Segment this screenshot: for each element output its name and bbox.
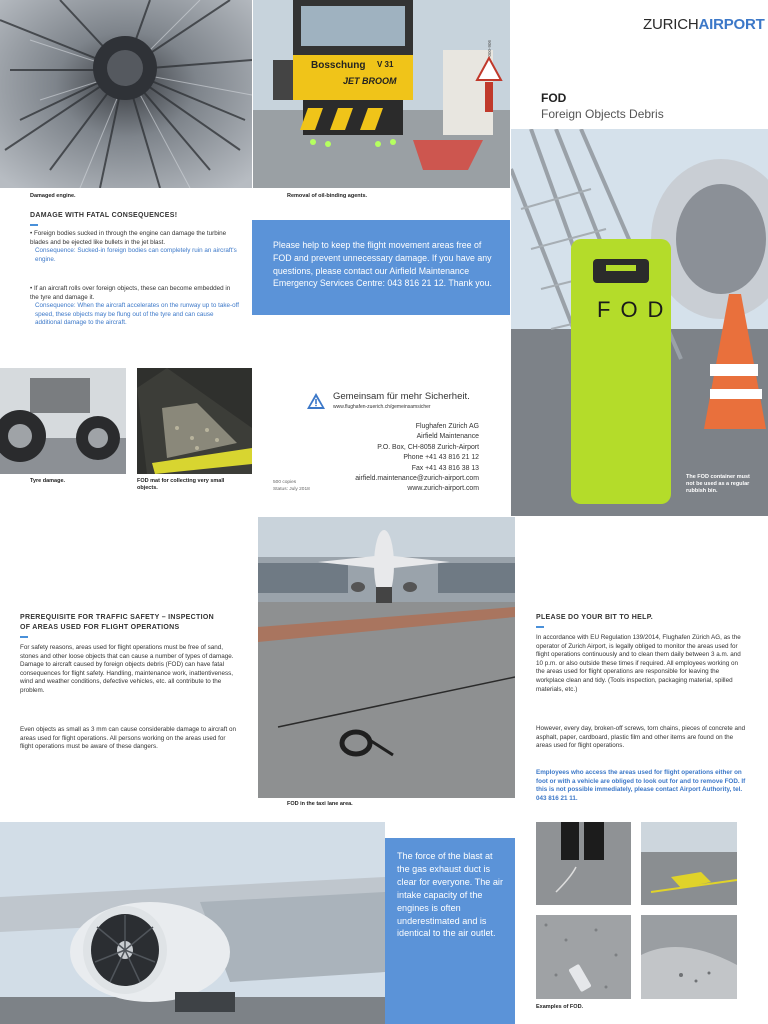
fod-example-2 bbox=[641, 822, 737, 905]
tyre-damage-photo bbox=[0, 368, 126, 474]
warning-triangle-icon bbox=[306, 392, 326, 415]
taxi-lane-caption: FOD in the taxi lane area. bbox=[287, 801, 353, 807]
print-info bbox=[273, 480, 310, 493]
safety-url[interactable]: www.flughafen-zuerich.ch/gemeinsamsicher bbox=[333, 404, 431, 410]
fod-mat-caption: FOD mat for collecting very small objects. bbox=[137, 478, 225, 491]
taxi-lane-photo bbox=[258, 517, 515, 798]
prereq-paragraph-2: Even objects as small as 3 mm can cause considerable damage to aircraft on areas used for flight operations. All persons working on the areas used for flight operations must be aware of these dangers. bbox=[20, 726, 236, 751]
fod-container-caption: The FOD container must not be used as a regular rubbish bin. bbox=[686, 474, 750, 494]
damage-bullet-2-consequence: Consequence: When the aircraft accelerates on the runway up to take-off speed, these objects may be flung out of the tyre and can cause additional damage to the aircraft. bbox=[35, 302, 239, 327]
damaged-engine-caption: Damaged engine. bbox=[30, 193, 76, 199]
help-info-box bbox=[252, 220, 510, 315]
logo-part-zurich: ZURICH bbox=[643, 16, 699, 33]
do-your-bit-paragraph-1: In accordance with EU Regulation 139/2014, Flughafen Zürich AG, as the operator of Zurich Airport, is legally obliged to monitor the areas used for flight operations continuously and to clean them daily between 3 a.m. and 10 p.m. or also outside these times if required. All employees working on the areas used for flight operations are responsible for leaving the workplace clean and tidy. (Tools inspection, packaging material, spilled materials, etc.) bbox=[536, 634, 741, 693]
truck-sub-text: JET BROOM bbox=[343, 76, 397, 86]
do-your-bit-paragraph-3: Employees who access the areas used for flight operations either on foot or with a vehicle are obliged to look out for and to remove FOD. If this is not possible immediately, please contact Airport Authority, tel. 043 816 21 11. bbox=[536, 769, 746, 802]
damage-bullet-1-text: • Foreign bodies sucked in through the engine can damage the turbine blades and be ejected like bullets in the jet blast. bbox=[30, 230, 227, 246]
fod-examples-caption: Examples of FOD. bbox=[536, 1004, 584, 1010]
address-company: Flughafen Zürich AG bbox=[415, 423, 479, 430]
sweeper-truck-photo bbox=[253, 0, 510, 188]
print-status: Status: July 2018 bbox=[273, 486, 310, 492]
address-phone: Phone +41 43 816 21 12 bbox=[403, 454, 479, 462]
damage-bullet-2 bbox=[30, 285, 240, 328]
bin-fod-label: FOD bbox=[597, 297, 674, 322]
damaged-engine-photo bbox=[0, 0, 252, 188]
truck-model-text: V 31 bbox=[377, 60, 394, 69]
safety-slogan: Gemeinsam für mehr Sicherheit. bbox=[333, 391, 470, 402]
damage-heading: DAMAGE WITH FATAL CONSEQUENCES! bbox=[30, 212, 178, 219]
prereq-heading-rule bbox=[20, 636, 28, 638]
blast-info-box bbox=[385, 838, 515, 1024]
address-email[interactable]: airfield.maintenance@zurich-airport.com bbox=[355, 475, 479, 483]
do-your-bit-heading: PLEASE DO YOUR BIT TO HELP. bbox=[536, 614, 654, 621]
damage-bullet-2-text: • If an aircraft rolls over foreign objects, these can become embedded in the tyre and damage it. bbox=[30, 285, 231, 301]
blast-info-text: The force of the blast at the gas exhaust duct is clear for everyone. The air intake capacity of the engines is often underestimated and is identical to the air outlet. bbox=[397, 851, 503, 939]
truck-brand-text: Bosschung bbox=[311, 60, 366, 71]
fod-mat-photo bbox=[137, 368, 252, 474]
page-subtitle: Foreign Objects Debris bbox=[541, 107, 664, 121]
fod-example-4 bbox=[641, 915, 737, 999]
do-your-bit-paragraph-2: However, every day, broken-off screws, torn chains, pieces of concrete and asphalt, paper, cardboard, plastic film and other items are found on the areas used for flight operations. bbox=[536, 725, 746, 750]
tyre-damage-caption: Tyre damage. bbox=[30, 478, 66, 484]
address-department: Airfield Maintenance bbox=[416, 433, 479, 441]
prereq-paragraph-1: For safety reasons, areas used for flight operations must be free of sand, stones and other loose objects that can cause a number of types of damage. Damage to aircraft caused by foreign objects debris (FOD) can have fatal consequences for flight safety. Handling, maintenance work, inattentiveness, wind and weather conditions, defective vehicles, etc. all contribute to the problem. bbox=[20, 644, 234, 694]
damage-bullet-1 bbox=[30, 230, 240, 264]
prereq-heading-line1: PREREQUISITE FOR TRAFFIC SAFETY – INSPECTION bbox=[20, 614, 214, 621]
damage-heading-rule bbox=[30, 224, 38, 226]
damage-bullet-1-consequence: Consequence: Sucked-in foreign bodies can completely ruin an aircraft's engine. bbox=[35, 247, 237, 263]
fod-example-1 bbox=[536, 822, 631, 905]
address-fax: Fax +41 43 816 38 13 bbox=[411, 464, 479, 472]
fod-example-3 bbox=[536, 915, 631, 999]
print-copies: 500 copies bbox=[273, 480, 297, 485]
help-info-text: Please help to keep the flight movement areas free of FOD and prevent unnecessary damage. If you have any questions, please contact our Airfield Maintenance Emergency Services Centre: 043 816 21 12. Thank you. bbox=[273, 240, 492, 289]
address-po-box: P.O. Box, CH-8058 Zurich-Airport bbox=[377, 443, 479, 451]
page-title: FOD bbox=[541, 91, 567, 105]
prereq-heading-line2: OF AREAS USED FOR FLIGHT OPERATIONS bbox=[20, 624, 180, 631]
fod-container-photo bbox=[511, 129, 768, 516]
oil-removal-caption: Removal of oil-binding agents. bbox=[287, 193, 368, 199]
aircraft-engine-photo bbox=[0, 822, 385, 1024]
logo-part-airport: AIRPORT bbox=[698, 16, 765, 33]
zurich-airport-logo bbox=[643, 16, 765, 33]
do-your-bit-rule bbox=[536, 626, 544, 628]
side-code: 906-000 bbox=[487, 40, 492, 57]
address-website[interactable]: www.zurich-airport.com bbox=[407, 485, 479, 493]
contact-address bbox=[330, 422, 479, 495]
